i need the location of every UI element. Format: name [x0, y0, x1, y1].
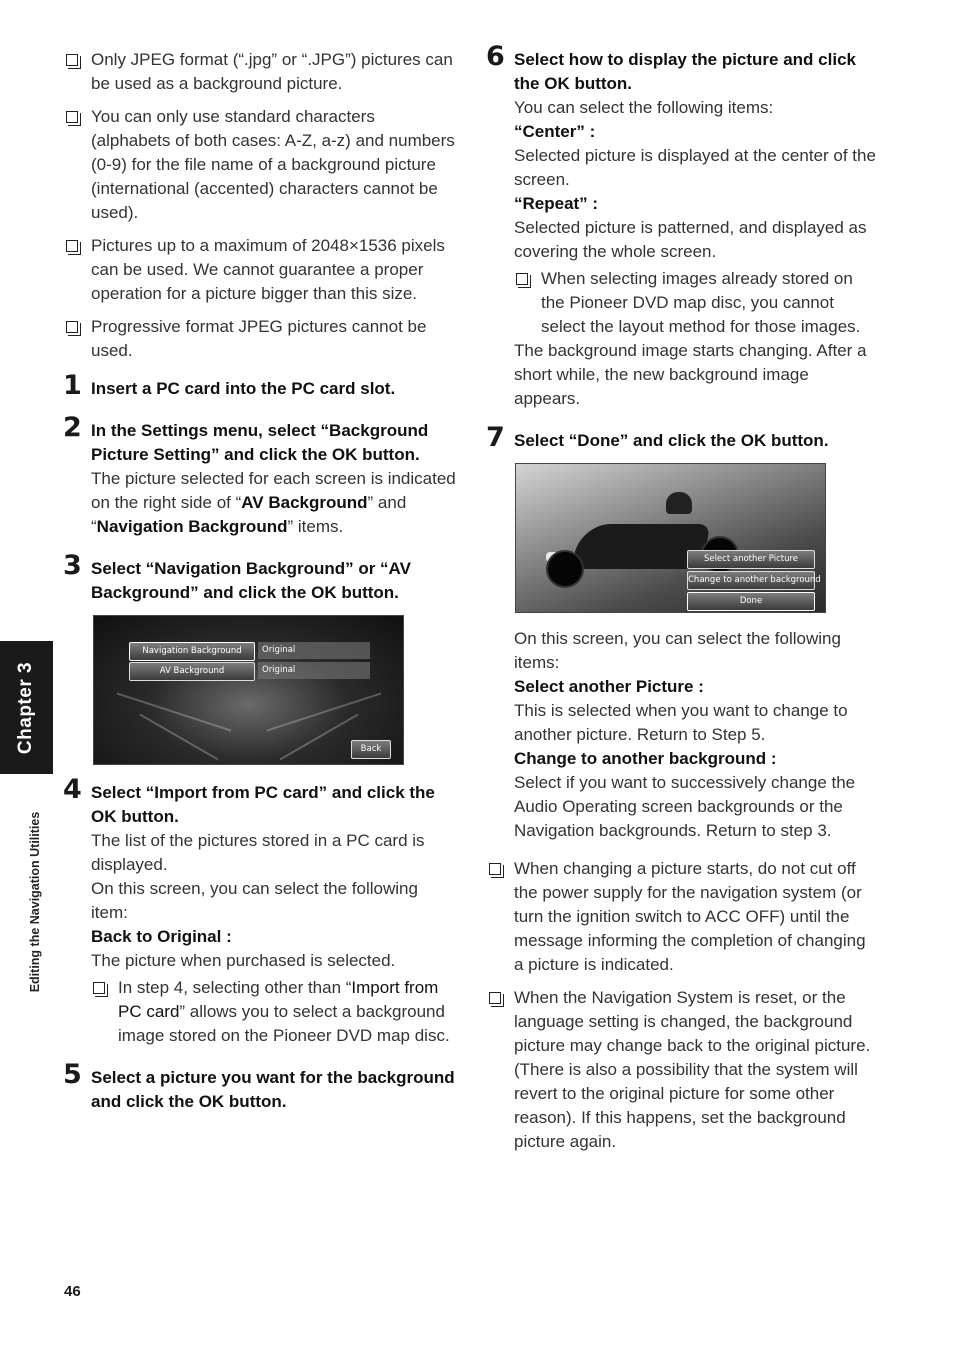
checkbox-bullet-icon — [489, 863, 501, 875]
step-7 — [486, 422, 879, 843]
left-column — [64, 48, 456, 1130]
step-heading: Insert a PC card into the PC card slot. — [91, 379, 396, 398]
note-item: When selecting images already stored on the Pioneer DVD map disc, you cannot select the layout method for those images. — [514, 267, 879, 339]
step-4 — [63, 774, 456, 1048]
note-item: Progressive format JPEG pictures cannot be used. — [64, 315, 456, 363]
checkbox-bullet-icon — [66, 54, 78, 66]
note-item: You can only use standard characters (alphabets of both cases: A-Z, a-z) and numbers (0-9) for the file name of a background picture (international (accented) characters cannot be used). — [64, 105, 456, 225]
step-heading: Select how to display the picture and click the OK button. — [514, 50, 856, 93]
step-body: The list of the pictures stored in a PC card is displayed. — [91, 831, 425, 874]
step-number: 2 — [63, 412, 82, 443]
checkbox-bullet-icon — [489, 992, 501, 1004]
done-screen-screenshot — [515, 463, 826, 613]
av-background-button[interactable]: AV Background — [129, 662, 255, 681]
step-3 — [63, 550, 456, 765]
step-1 — [63, 370, 456, 401]
step-body: The picture when purchased is selected. — [91, 951, 396, 970]
note-item: In step 4, selecting other than “Import from PC card” allows you to select a background image stored on the Pioneer DVD map disc. — [91, 976, 456, 1048]
note-item: Only JPEG format (“.jpg” or “.JPG”) pictures can be used as a background picture. — [64, 48, 456, 96]
note-item: When the Navigation System is reset, or the language setting is changed, the background picture may change back to the original picture. (There is also a possibility that the system will revert to the original picture for some other reason). If this happens, set the background picture again. — [487, 986, 879, 1154]
page-number: 46 — [64, 1283, 81, 1300]
step-heading: In the Settings menu, select “Background Picture Setting” and click the OK button. — [91, 421, 429, 464]
step-body: On this screen, you can select the following item: — [91, 879, 418, 922]
step-6 — [486, 41, 879, 411]
back-button[interactable]: Back — [351, 740, 391, 759]
step-2 — [63, 412, 456, 539]
step-number: 7 — [486, 422, 505, 453]
step-body: The background image starts changing. After a short while, the new background image appears. — [514, 341, 867, 408]
checkbox-bullet-icon — [516, 273, 528, 285]
checkbox-bullet-icon — [66, 240, 78, 252]
step-number: 3 — [63, 550, 82, 581]
chapter-label: Chapter 3 — [15, 661, 36, 755]
option-label: Select another Picture : — [514, 677, 704, 696]
step-number: 6 — [486, 41, 505, 72]
navigation-background-value: Original — [258, 642, 370, 659]
right-column — [486, 41, 879, 1163]
checkbox-bullet-icon — [66, 111, 78, 123]
checkbox-bullet-icon — [66, 321, 78, 333]
section-label: Editing the Navigation Utilities — [28, 811, 42, 993]
step-number: 1 — [63, 370, 82, 401]
option-label: Back to Original : — [91, 927, 232, 946]
av-background-value: Original — [258, 662, 370, 679]
step-heading: Select “Import from PC card” and click the OK button. — [91, 783, 435, 826]
done-button[interactable]: Done — [687, 592, 815, 611]
step-heading: Select a picture you want for the background and click the OK button. — [91, 1068, 455, 1111]
option-label: “Repeat” : — [514, 194, 599, 213]
step-number: 4 — [63, 774, 82, 805]
step-heading: Select “Done” and click the OK button. — [514, 431, 829, 450]
step-body: This is selected when you want to change to another picture. Return to Step 5. — [514, 701, 848, 744]
note-item: Pictures up to a maximum of 2048×1536 pixels can be used. We cannot guarantee a proper operation for a picture bigger than this size. — [64, 234, 456, 306]
step-number: 5 — [63, 1059, 82, 1090]
step-body: Select if you want to successively change the Audio Operating screen backgrounds or the Navigation backgrounds. Return to step 3. — [514, 773, 856, 840]
option-label: Change to another background : — [514, 749, 777, 768]
step-body: Selected picture is patterned, and displayed as covering the whole screen. — [514, 218, 867, 261]
note-item: When changing a picture starts, do not cut off the power supply for the navigation system (or turn the ignition switch to ACC OFF) until the message informing the completion of changing a picture is indicated. — [487, 857, 879, 977]
checkbox-bullet-icon — [93, 982, 105, 994]
step-body: On this screen, you can select the following items: — [514, 629, 841, 672]
background-setting-screenshot — [93, 615, 404, 765]
step-body: The picture selected for each screen is indicated on the right side of “AV Background” and “Navigation Background” items. — [91, 469, 456, 536]
navigation-background-button[interactable]: Navigation Background — [129, 642, 255, 661]
step-heading: Select “Navigation Background” or “AV Background” and click the OK button. — [91, 559, 411, 602]
step-body: You can select the following items: — [514, 98, 774, 117]
option-label: “Center” : — [514, 122, 596, 141]
step-5 — [63, 1059, 456, 1114]
change-background-button[interactable]: Change to another background — [687, 571, 815, 590]
select-another-picture-button[interactable]: Select another Picture — [687, 550, 815, 569]
step-body: Selected picture is displayed at the center of the screen. — [514, 146, 876, 189]
